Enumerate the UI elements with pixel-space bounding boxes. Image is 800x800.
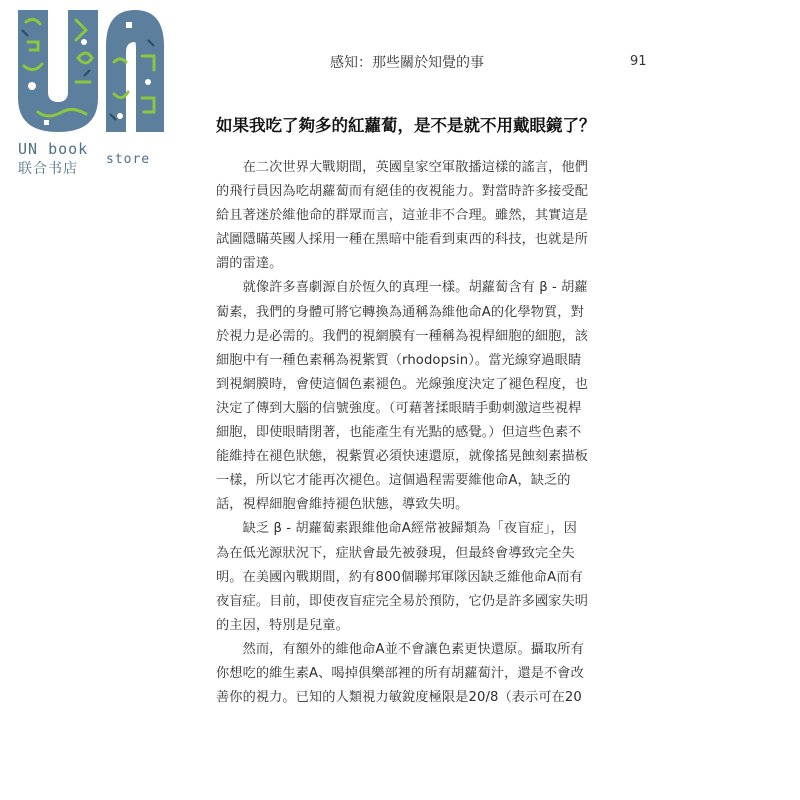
text-line: 你想吃的維生素A、喝掉俱樂部裡的所有胡蘿蔔汁，還是不會改: [216, 665, 584, 681]
text-line: 然而，有額外的維他命A並不會讓色素更快還原。攝取所有: [216, 641, 584, 657]
running-head: 感知：那些關於知覺的事: [330, 55, 484, 71]
text-line: 細胞，即使眼睛閉著，也能產生有光點的感覺。）但這些色素不: [216, 425, 582, 441]
text-line: 給且著迷於維他命的群眾而言，這並非不合理。雖然，其實這是: [216, 208, 589, 224]
text-line: 夜盲症。目前，即使夜盲症完全易於預防，它仍是許多國家失明: [216, 593, 589, 609]
text-line: 於視力是必需的。我們的視網膜有一種稱為視桿細胞的細胞，該: [216, 328, 589, 344]
store-logo: [14, 6, 174, 176]
logo-mark-icon: [14, 6, 164, 136]
text-line: 為在低光源狀況下，症狀會最先被發現，但最終會導致完全失: [216, 545, 575, 561]
text-line: 的主因，特別是兒童。: [216, 617, 349, 633]
text-line: 明。在美國內戰期間，約有800個聯邦軍隊因缺乏維他命A而有: [216, 569, 583, 585]
text-line: 在二次世界大戰期間，英國皇家空軍散播這樣的謠言，他們: [216, 160, 589, 175]
text-line: 細胞中有一種色素稱為視紫質（rhodopsin）。當光線穿過眼睛: [216, 352, 582, 368]
text-line: 試圖隱瞞英國人採用一種在黑暗中能看到東西的科技，也就是所: [216, 232, 589, 248]
text-line: 話，視桿細胞會維持褪色狀態，導致失明。: [216, 497, 469, 513]
text-line: 一樣，所以它才能再次褪色。這個過程需要維他命A，缺乏的: [216, 473, 571, 489]
text-line: 能維持在褪色狀態，視紫質必須快速還原，就像搖晃蝕刻素描板: [216, 449, 589, 465]
body-text: [216, 156, 612, 710]
text-line: 謂的雷達。: [216, 256, 283, 272]
text-line: 缺乏 β - 胡蘿蔔素跟維他命A經常被歸類為「夜盲症」，因: [216, 521, 577, 537]
text-line: 善你的視力。已知的人類視力敏銳度極限是20/8（表示可在20: [216, 690, 582, 706]
logo-text-chinese: 联合书店: [18, 161, 78, 177]
text-line: 到視網膜時，會使這個色素褪色。光線強度決定了褪色程度，也: [216, 376, 589, 392]
section-heading: 如果我吃了夠多的紅蘿蔔，是不是就不用戴眼鏡了？: [216, 116, 596, 135]
text-line: 蔔素，我們的身體可將它轉換為通稱為維他命A的化學物質，對: [216, 304, 584, 320]
logo-text-store: store: [106, 152, 151, 167]
text-line: 的飛行員因為吃胡蘿蔔而有絕佳的夜視能力。對當時許多接受配: [216, 184, 589, 200]
logo-text-unbook: UN book: [18, 140, 89, 158]
text-line: 決定了傳到大腦的信號強度。（可藉著揉眼睛手動刺激這些視桿: [216, 400, 582, 416]
page-number: 91: [630, 54, 647, 69]
text-line: 就像許多喜劇源自於恆久的真理一樣。胡蘿蔔含有 β - 胡蘿: [216, 280, 588, 296]
